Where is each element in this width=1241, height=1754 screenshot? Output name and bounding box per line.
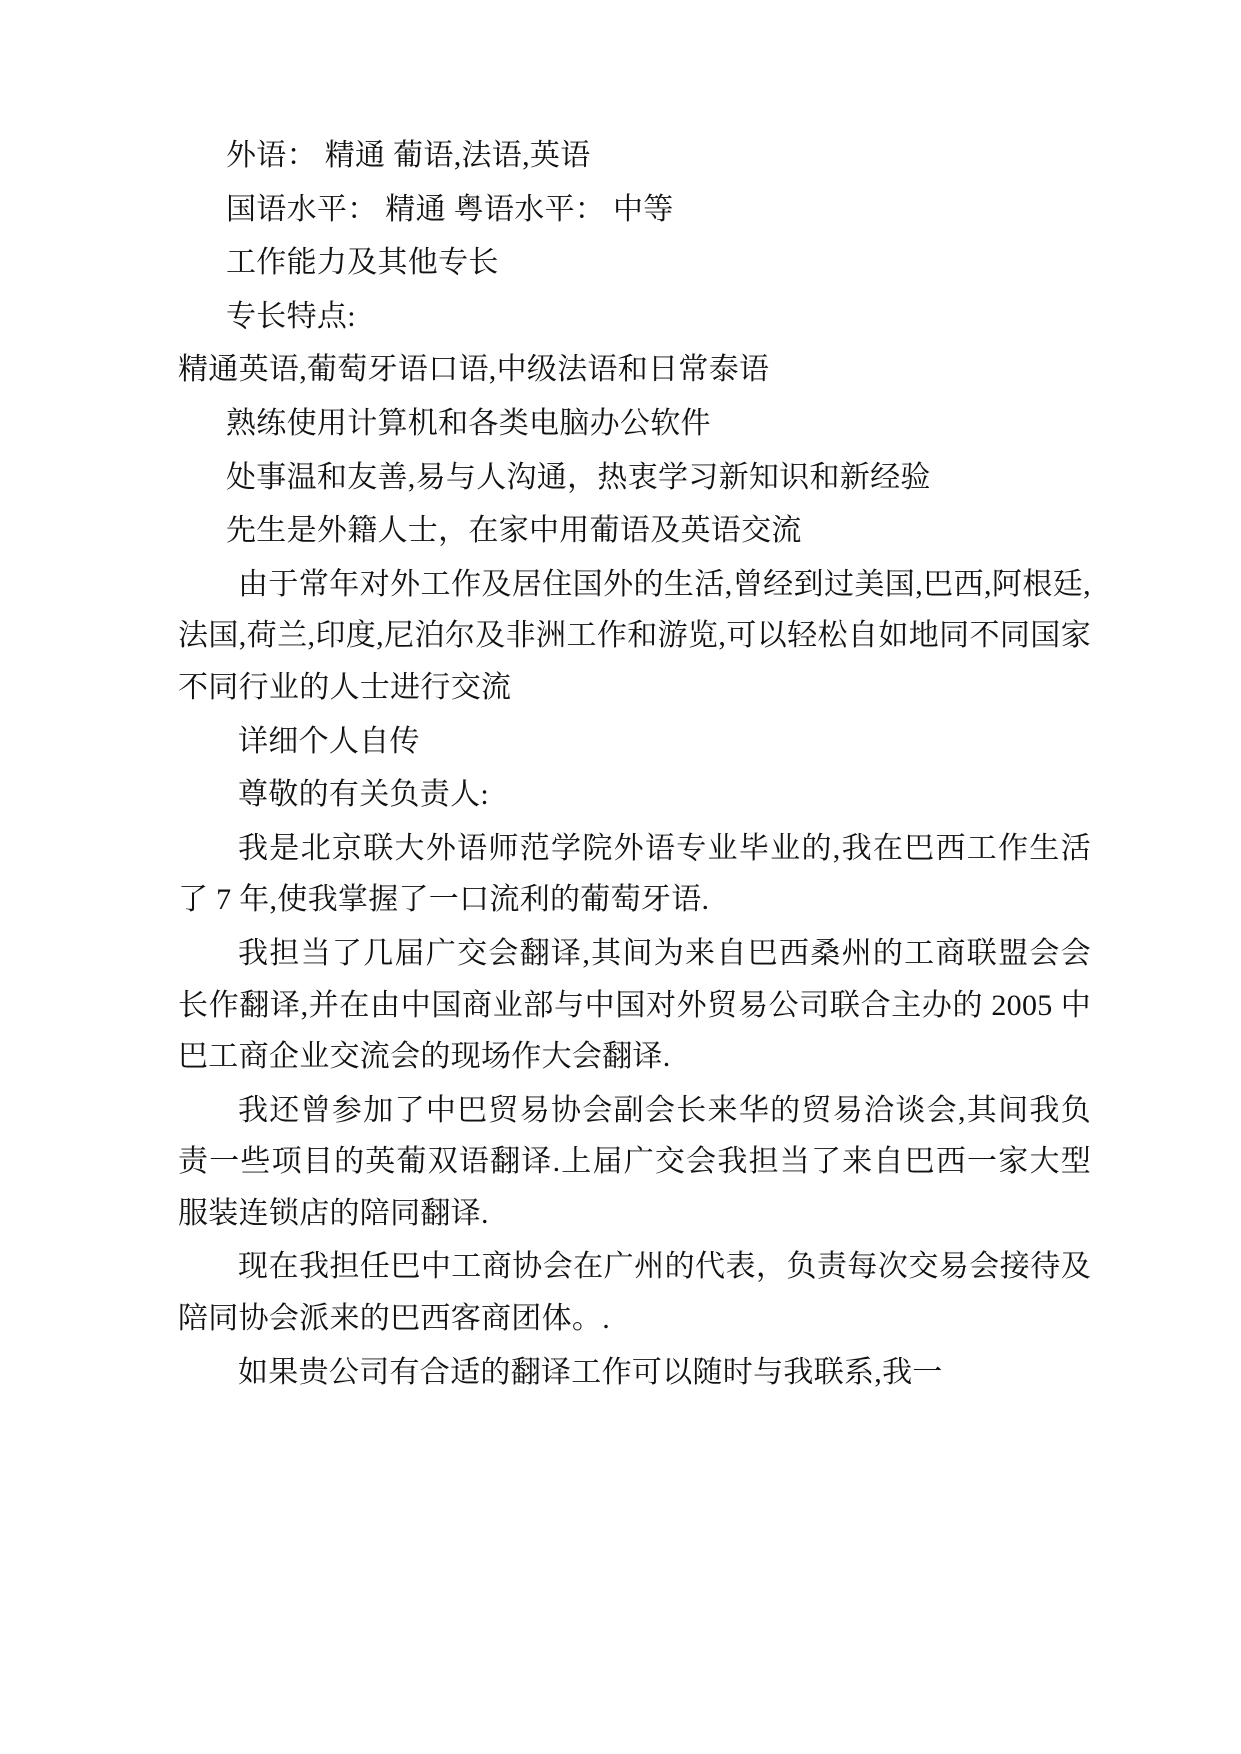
text-line-computer-skills: 熟练使用计算机和各类电脑办公软件 (226, 406, 711, 440)
text-line-specialty-heading: 专长特点: (226, 299, 356, 333)
text-line-language-skills: 精通英语,葡萄牙语口语,中级法语和日常泰语 (178, 353, 770, 387)
paragraph-closing: 如果贵公司有合适的翻译工作可以随时与我联系,我一 (238, 1355, 943, 1389)
paragraph-salutation: 尊敬的有关负责人: (238, 778, 490, 812)
paragraph-education-background: 我是北京联大外语师范学院外语专业毕业的,我在巴西工作生活了 7 年,使我掌握了一口流利的葡萄牙语. (178, 831, 1091, 917)
text-line-mandarin-level: 国语水平： 精通 粤语水平： 中等 (226, 192, 674, 226)
text-line-personality: 处事温和友善,易与人沟通，热衷学习新知识和新经验 (226, 460, 931, 494)
text-line-work-ability-heading: 工作能力及其他专长 (226, 246, 499, 280)
document-body (178, 130, 1091, 1398)
paragraph-canton-fair-interpreting: 我担当了几届广交会翻译,其间为来自巴西桑州的工商联盟会会长作翻译,并在由中国商业部与中国对外贸易公司联合主办的 2005 中巴工商企业交流会的现场作大会翻译. (178, 936, 1091, 1074)
text-line-husband-foreigner: 先生是外籍人士，在家中用葡语及英语交流 (226, 514, 802, 548)
text-line-foreign-language: 外语： 精通 葡语,法语,英语 (226, 139, 591, 172)
paragraph-autobiography-heading: 详细个人自传 (238, 724, 420, 758)
paragraph-current-position: 现在我担任巴中工商协会在广州的代表，负责每次交易会接待及陪同协会派来的巴西客商团体。. (178, 1250, 1091, 1336)
paragraph-travel-experience: 由于常年对外工作及居住国外的生活,曾经到过美国,巴西,阿根廷,法国,荷兰,印度,尼泊尔及非洲工作和游览,可以轻松自如地同不同国家不同行业的人士进行交流 (178, 567, 1091, 704)
paragraph-trade-negotiation: 我还曾参加了中巴贸易协会副会长来华的贸易洽谈会,其间我负责一些项目的英葡双语翻译.上届广交会我担当了来自巴西一家大型服装连锁店的陪同翻译. (178, 1093, 1091, 1230)
